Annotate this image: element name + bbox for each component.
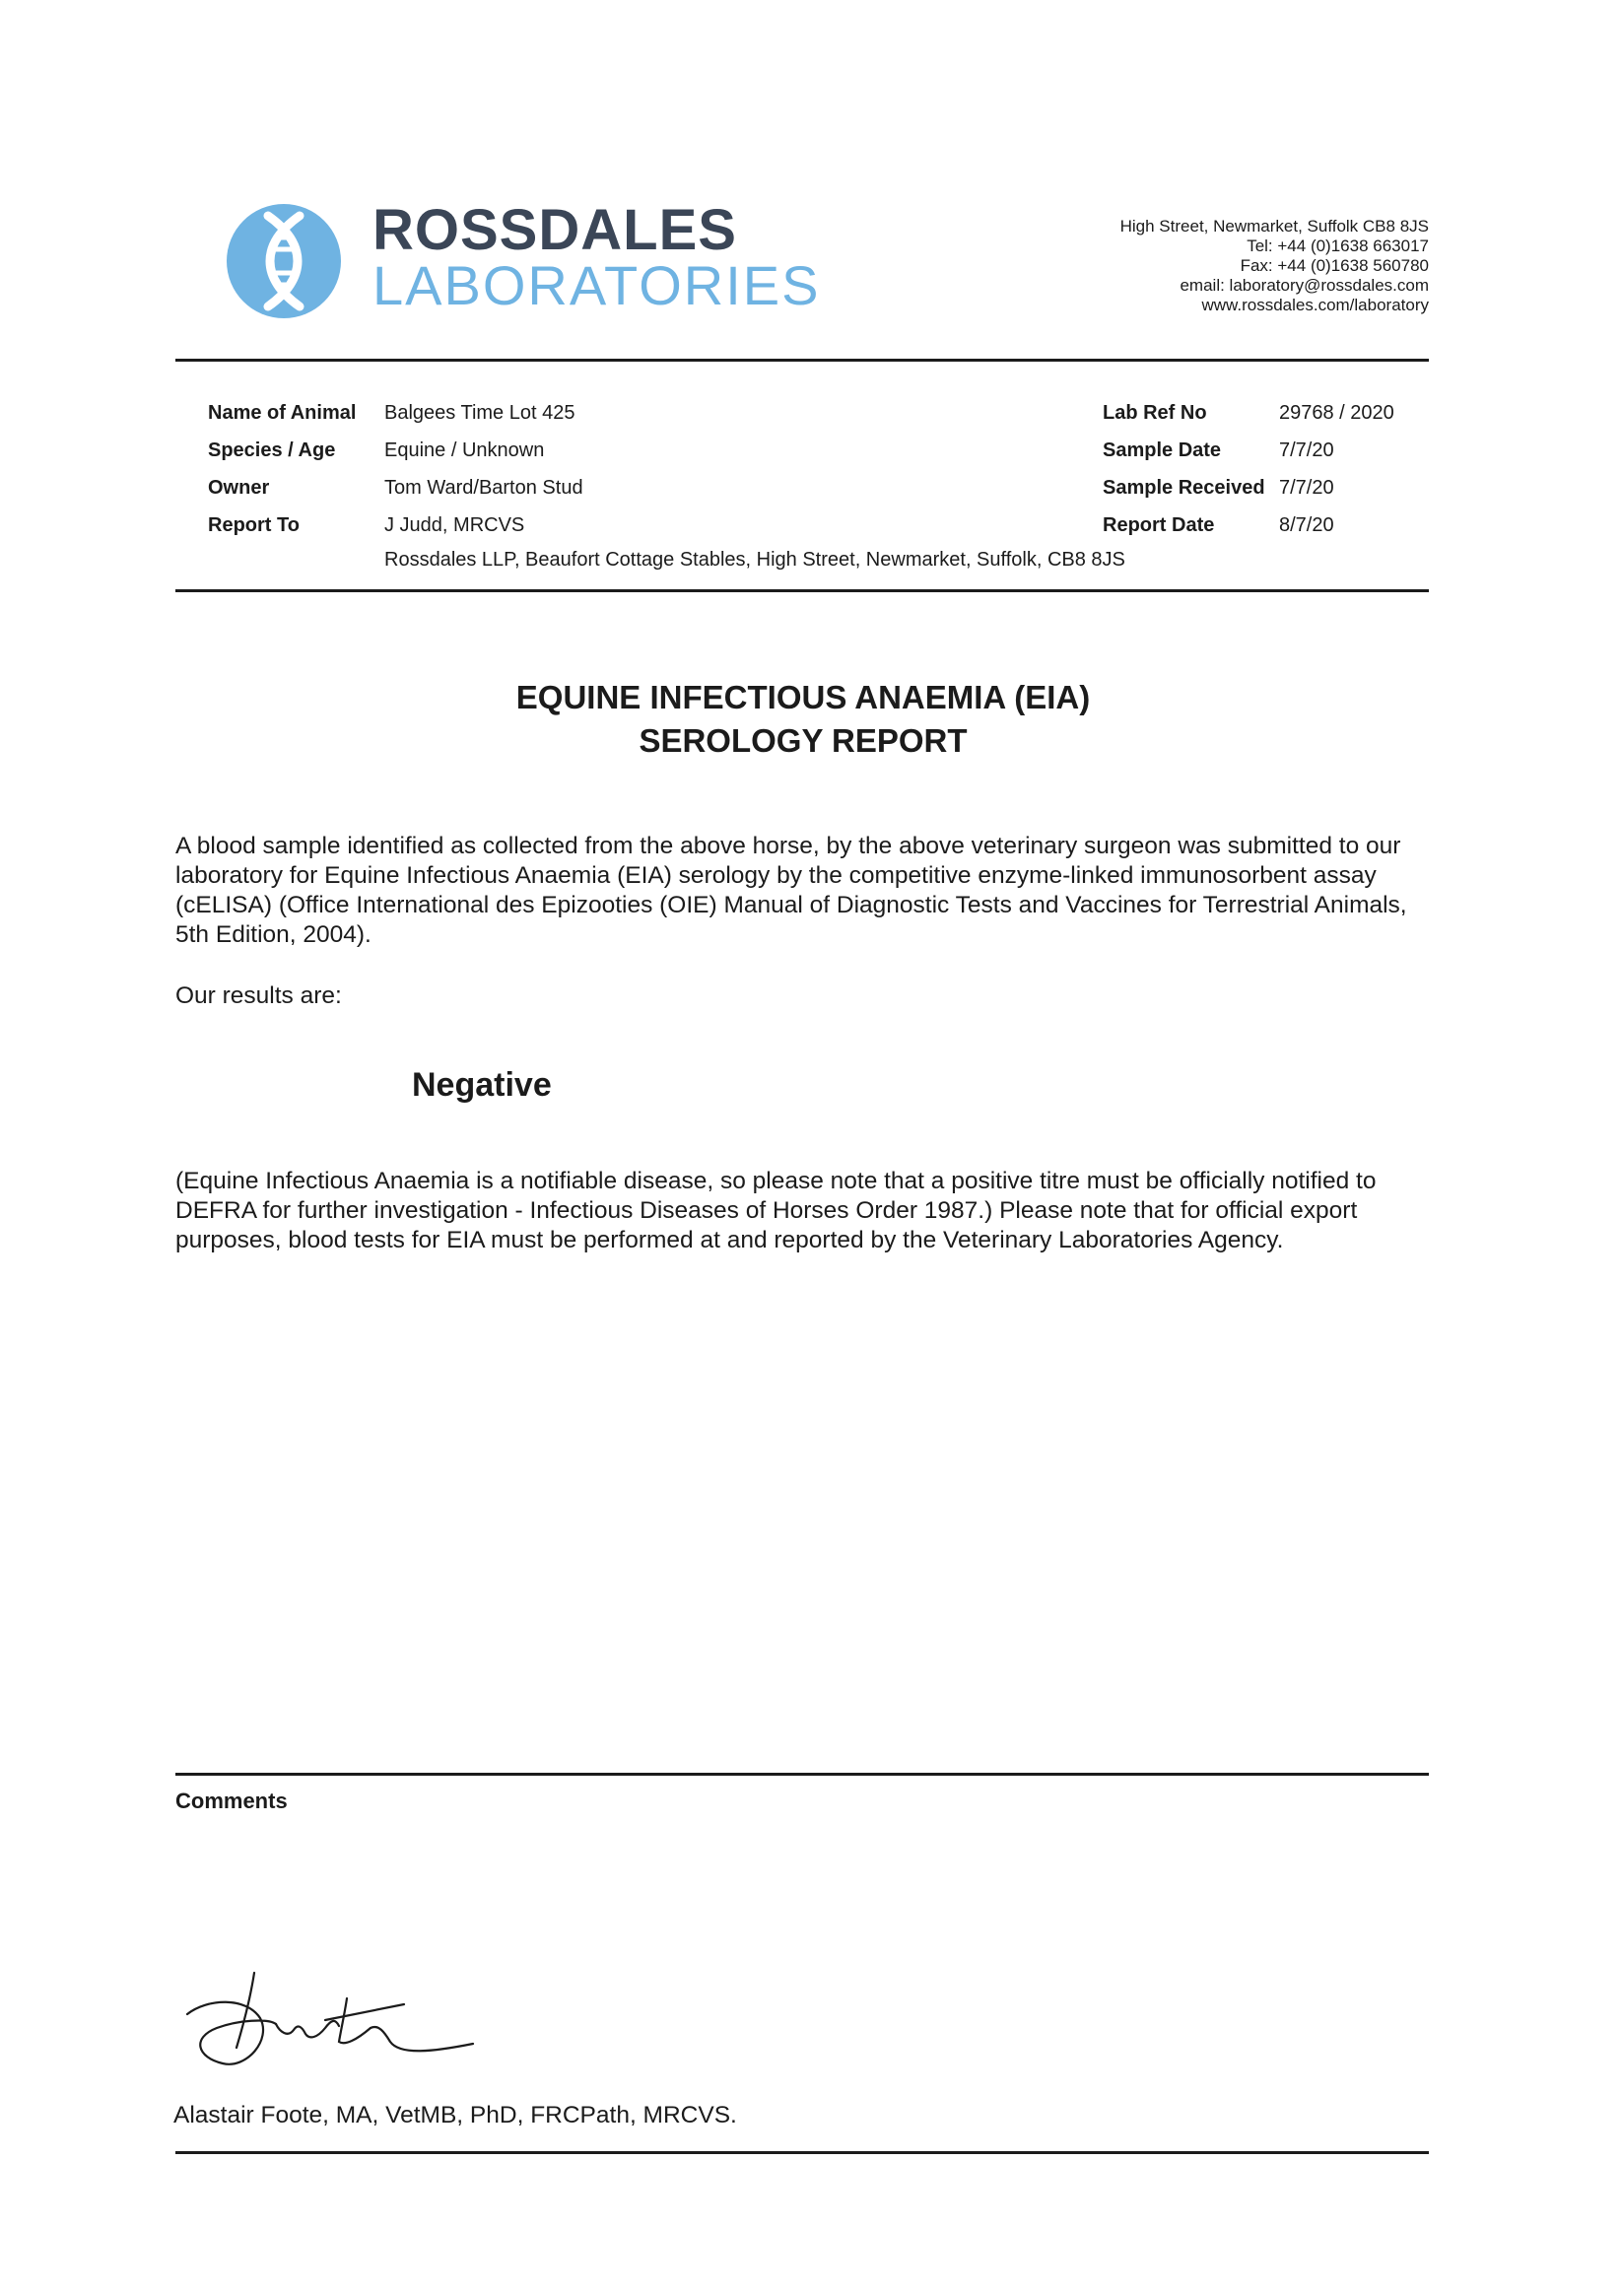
address-website: www.rossdales.com/laboratory	[1201, 296, 1429, 314]
report-title-line2: SEROLOGY REPORT	[639, 722, 968, 759]
value-report-date: 8/7/20	[1279, 514, 1334, 536]
label-lab-ref: Lab Ref No	[1103, 402, 1207, 424]
value-report-to-address: Rossdales LLP, Beaufort Cottage Stables, High Street, Newmarket, Suffolk, CB8 8JS	[384, 549, 1125, 571]
results-label: Our results are:	[175, 982, 342, 1009]
notifiable-note: (Equine Infectious Anaemia is a notifiable disease, so please note that a positive titre must be officially notified to DEFRA for further investigation - Infectious Diseases of Horses Order 1987.) Please note that for official export purposes, blood tests for EIA must be performed at and reported by the Veterinary Laboratories Agency.	[175, 1168, 1377, 1253]
lab-address	[1120, 217, 1429, 315]
address-email: email: laboratory@rossdales.com	[1180, 276, 1429, 295]
report-title	[0, 676, 1606, 763]
label-animal-name: Name of Animal	[208, 402, 357, 424]
logo-subtitle: LABORATORIES	[372, 254, 821, 316]
value-sample-received: 7/7/20	[1279, 477, 1334, 499]
dna-helix-icon	[225, 202, 343, 320]
value-species-age: Equine / Unknown	[384, 439, 545, 461]
label-sample-date: Sample Date	[1103, 439, 1222, 461]
address-street: High Street, Newmarket, Suffolk CB8 8JS	[1119, 217, 1429, 236]
address-fax: Fax: +44 (0)1638 560780	[1240, 256, 1429, 275]
info-divider	[175, 589, 1429, 592]
result-value: Negative	[412, 1066, 552, 1104]
value-report-to: J Judd, MRCVS	[384, 514, 525, 536]
comments-label: Comments	[175, 1789, 288, 1813]
report-title-line1: EQUINE INFECTIOUS ANAEMIA (EIA)	[515, 679, 1091, 715]
value-owner: Tom Ward/Barton Stud	[384, 477, 583, 499]
comments-divider	[175, 1773, 1429, 1776]
signer-name: Alastair Foote, MA, VetMB, PhD, FRCPath, MRCVS.	[173, 2102, 737, 2128]
label-report-to: Report To	[208, 514, 300, 536]
logo-name: ROSSDALES	[372, 198, 737, 262]
label-report-date: Report Date	[1103, 514, 1215, 536]
label-owner: Owner	[208, 477, 270, 499]
intro-paragraph: A blood sample identified as collected from the above horse, by the above veterinary surgeon was submitted to our laboratory for Equine Infectious Anaemia (EIA) serology by the competitive enzyme-linked immunosorbent assay (cELISA) (Office International des Epizooties (OIE) Manual of Diagnostic Tests and Vaccines for Terrestrial Animals, 5th Edition, 2004).	[175, 833, 1407, 948]
label-sample-received: Sample Received	[1103, 477, 1265, 499]
label-species-age: Species / Age	[208, 439, 336, 461]
value-sample-date: 7/7/20	[1279, 439, 1334, 461]
address-tel: Tel: +44 (0)1638 663017	[1247, 236, 1429, 255]
footer-divider	[175, 2151, 1429, 2154]
value-animal-name: Balgees Time Lot 425	[384, 402, 575, 424]
handwritten-signature	[177, 1969, 503, 2077]
header-divider	[175, 359, 1429, 362]
value-lab-ref: 29768 / 2020	[1279, 402, 1394, 424]
